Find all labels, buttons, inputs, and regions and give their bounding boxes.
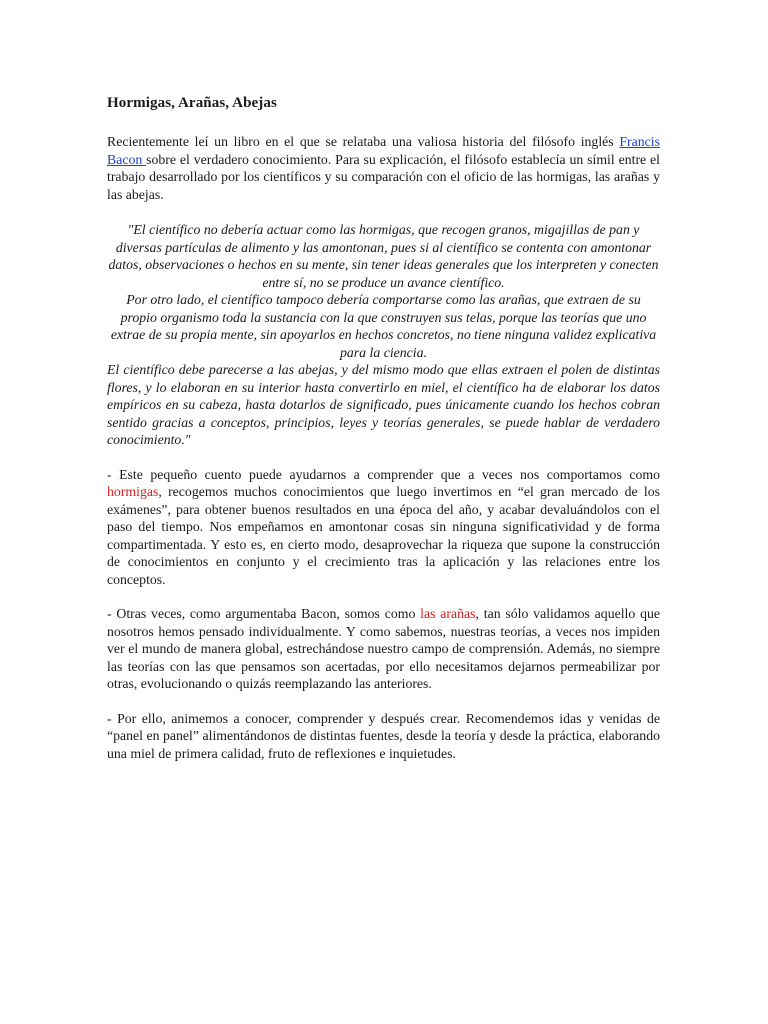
intro-paragraph — [107, 133, 660, 203]
quote-bees: El científico debe parecerse a las abejas, y del mismo modo que ellas extraen el polen de distintas flores, y lo elaboran en su interior hasta convertirlo en miel, el científico ha de elaborar los datos empíricos en su cabeza, hasta dotarlos de significado, pues únicamente cuando los hechos cobran sentido gracias a conceptos, principios, leyes y teorías generales, se puede hablar de verdadero conocimiento." — [107, 362, 660, 447]
highlight-las-aranas: las arañas — [420, 606, 476, 621]
document-title: Hormigas, Arañas, Abejas — [107, 95, 277, 111]
quote-spiders: Por otro lado, el científico tampoco debería comportarse como las arañas, que extraen de su propio organismo toda la sustancia con la que construyen sus telas, porque las teorías que uno extrae de su propia mente, sin apoyarlos en hechos concretos, no tiene ninguna validez explicativa para la ciencia. — [110, 292, 657, 360]
francis-bacon-link[interactable]: Francis Bacon — [107, 134, 660, 167]
paragraph-ants-end: , recogemos muchos conocimientos que luego invertimos en “el gran mercado de los exámenes”, para obtener buenos resultados en una época del año, y acabar devaluándolos con el paso del tiempo. Nos empeñamos en amontonar cosas sin ninguna significatividad y de forma compartimentada. Y esto es, en cierto modo, desaprovechar la riqueza que supone la construcción de conocimientos en conjunto y el crecimiento tras la aplicación y las relaciones entre los conceptos. — [107, 484, 660, 587]
intro-text-end: sobre el verdadero conocimiento. Para su explicación, el filósofo establecía un símil entre el trabajo desarrollado por los científicos y su comparación con el oficio de las hormigas, las arañas y las abejas. — [107, 151, 660, 202]
paragraph-spiders-start: - Otras veces, como argumentaba Bacon, somos como — [107, 606, 421, 621]
document-page — [107, 94, 660, 779]
highlight-hormigas: hormigas — [107, 484, 159, 499]
paragraph-ants-start: - Este pequeño cuento puede ayudarnos a comprender que a veces nos comportamos como — [107, 466, 660, 482]
intro-text-start: Recientemente leí un libro en el que se relataba una valiosa historia del filósofo inglés — [107, 134, 620, 149]
quote-ants: "El científico no debería actuar como las hormigas, que recogen granos, migajillas de pan y diversas partículas de alimento y las amontonan, pues si al científico se contenta con amontonar datos, observaciones o hechos en su mente, sin tener ideas generales que los interpreten y conecten entre sí, no se produce un avance científico. — [108, 222, 659, 290]
paragraph-bees: - Por ello, animemos a conocer, comprender y después crear. Recomendemos idas y venidas de “panel en panel” alimentándonos de distintas fuentes, desde la teoría y desde la práctica, elaborando una miel de primera calidad, fruto de reflexiones e inquietudes. — [107, 710, 660, 761]
paragraph-ants — [107, 466, 660, 589]
paragraph-spiders-end: , tan sólo validamos aquello que nosotros hemos pensado individualmente. Y como sabemos, nuestras teorías, a veces nos impiden ver el mundo de manera global, estrechándose nuestro campo de comprensión. Además, no siempre las teorías con las que pensamos son acertadas, por ello necesitamos dejarnos permeabilizar por otras, evolucionando o quizás reemplazando las anteriores. — [107, 606, 661, 691]
paragraph-spiders — [107, 605, 660, 693]
bacon-quote — [107, 221, 660, 449]
